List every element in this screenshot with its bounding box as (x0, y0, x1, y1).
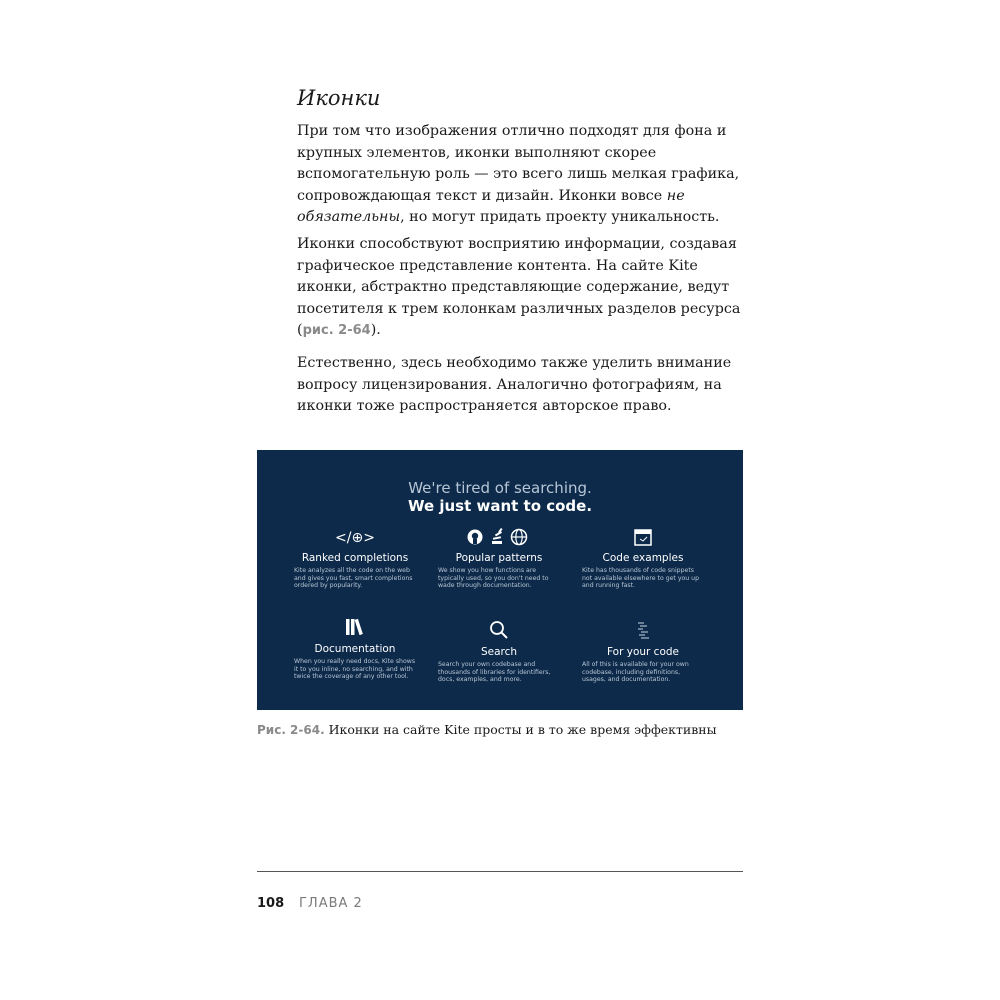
feature-description: Kite has thousands of code snippets not available elsewhere to get you up and running fast. (582, 567, 700, 590)
code-lines-icon (582, 620, 704, 642)
browser-window-icon (582, 528, 704, 550)
code-globe-icon (294, 528, 416, 550)
search-icon (438, 620, 560, 642)
feature-description: All of this is available for your own codebase, including definitions, usages, and documentation. (582, 661, 689, 684)
paragraph-1-text: При том что изображения отлично подходят для фона и крупных элементов, иконки выполняют скорее вспомогательную роль — это всего лишь мелкая графика, сопровождающая текст и дизайн. Иконки вовсе (297, 123, 740, 204)
feature-title: Documentation (314, 643, 396, 655)
feature-title: Popular patterns (455, 552, 543, 564)
caption-label: Рис. 2-64. (257, 723, 325, 737)
feature-title: Code examples (602, 552, 684, 564)
figure-headline-line2: We just want to code. (407, 497, 593, 515)
feature-description: Kite analyzes all the code on the web and gives you fast, smart completions ordered by popularity. (294, 567, 413, 590)
paragraph-2 (297, 234, 747, 342)
page-number: 108 (257, 896, 285, 911)
kite-screenshot-figure (257, 450, 743, 710)
paragraph-1 (297, 121, 747, 229)
feature-description: Search your own codebase and thousands of libraries for identifiers, docs, examples, and more. (438, 661, 551, 684)
figure-caption (257, 722, 717, 737)
feature-description: When you really need docs, Kite shows it to you inline, no searching, and with twice the coverage of any other tool. (294, 658, 416, 681)
chapter-label: ГЛАВА 2 (299, 896, 363, 911)
paragraph-1-emphasis: не обязательны (297, 187, 685, 225)
feature-title: Search (480, 646, 518, 658)
paragraph-3: Естественно, здесь необходимо также уделить внимание вопросу лицензирования. Аналогично фотографиям, на иконки тоже распространяется авторское право. (297, 355, 732, 414)
figure-headline-line1: We're tired of searching. (408, 479, 592, 497)
github-stack-globe-icon (438, 528, 560, 550)
feature-title: Ranked completions (301, 552, 409, 564)
caption-text: Иконки на сайте Kite просты и в то же время эффективны (324, 722, 717, 737)
paragraph-2-text-end: ). (370, 322, 381, 338)
section-title: Иконки (297, 86, 381, 110)
feature-title: For your code (606, 646, 679, 658)
footer-divider (257, 871, 743, 872)
books-icon (294, 617, 416, 639)
figure-reference: рис. 2-64 (302, 323, 371, 338)
svg-text:</⊕>: </⊕> (335, 530, 375, 546)
paragraph-2-text: Иконки способствуют восприятию информации, создавая графическое представление контента. На сайте Kite иконки, абстрактно представляющие содержание, ведут посетителя к трем колонкам различных разделов ресурса ( (297, 236, 741, 338)
paragraph-1-text-end: , но могут придать проекту уникальность. (400, 209, 720, 225)
feature-description: We show you how functions are typically used, so you don't need to wade through documentation. (438, 567, 549, 590)
